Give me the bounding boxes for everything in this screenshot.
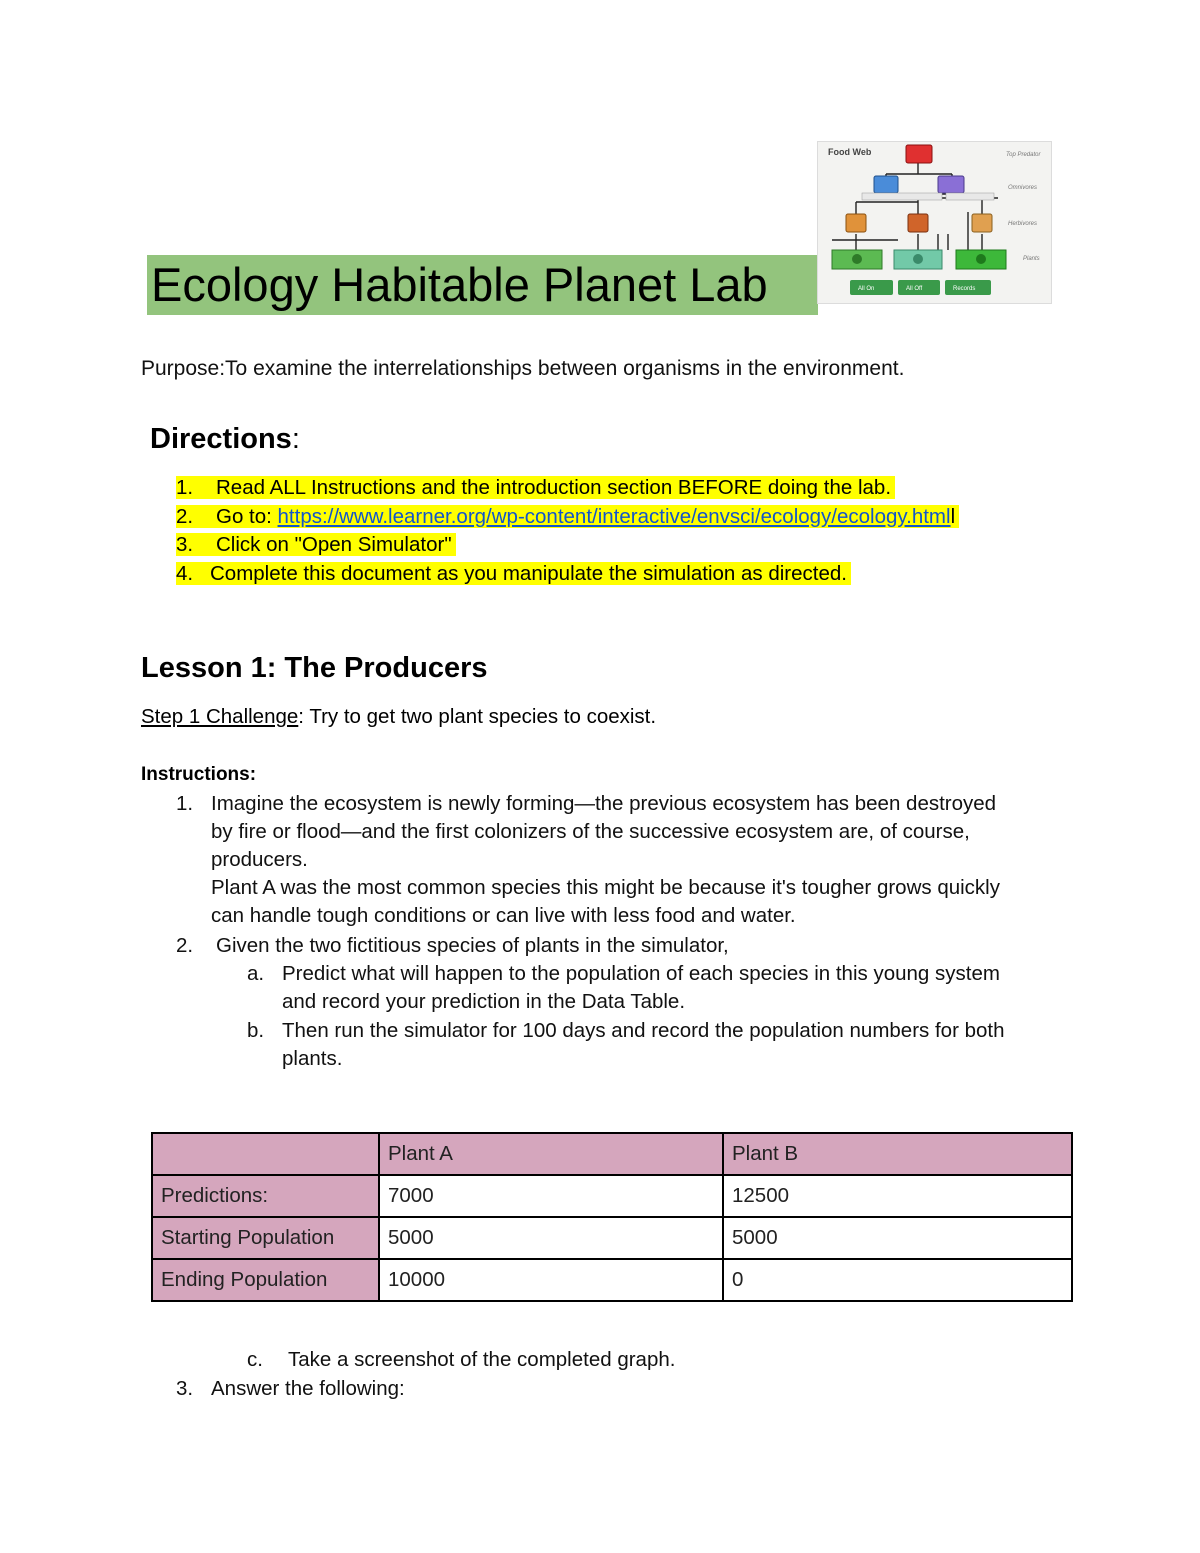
- simulator-link[interactable]: https://www.learner.org/wp-content/interactive/envsci/ecology/ecology.html: [277, 504, 951, 528]
- table-cell[interactable]: 5000: [379, 1217, 723, 1259]
- instruction-line: Answer the following:: [211, 1377, 405, 1400]
- instruction-line: producers.: [211, 848, 308, 871]
- list-item: 2. Go to: https://www.learner.org/wp-content/interactive/envsci/ecology/ecology.htmll: [176, 503, 959, 532]
- food-web-label-plants: Plants: [1023, 256, 1040, 262]
- food-web-label-omnivores: Omnivores: [1008, 185, 1038, 191]
- table-header-cell: Plant B: [723, 1133, 1072, 1175]
- instruction-line: Imagine the ecosystem is newly forming—the previous ecosystem has been destroyed: [211, 792, 997, 815]
- instructions-heading: Instructions:: [141, 764, 257, 785]
- list-item: 3. Click on "Open Simulator": [176, 531, 959, 560]
- list-item: 4. Complete this document as you manipulate the simulation as directed.: [176, 560, 959, 589]
- row-label: Starting Population: [152, 1217, 379, 1259]
- instruction-line: Given the two fictitious species of plants in the simulator,: [216, 934, 729, 957]
- food-web-label-top-predator: Top Predator: [1006, 152, 1041, 158]
- instruction-line: Then run the simulator for 100 days and record the population numbers for both: [282, 1019, 1005, 1042]
- list-number: 2.: [176, 934, 194, 957]
- row-label: Ending Population: [152, 1259, 379, 1301]
- food-web-label-herbivores: Herbivores: [1008, 221, 1038, 227]
- instruction-line: can handle tough conditions or can live with less food and water.: [211, 904, 796, 927]
- list-letter: a.: [247, 962, 265, 985]
- directions-heading: Directions:: [150, 423, 300, 455]
- table-row: [152, 1217, 1072, 1259]
- table-row: [152, 1175, 1072, 1217]
- instruction-line: Plant A was the most common species this might be because it's tougher grows quickly: [211, 876, 1000, 899]
- table-cell[interactable]: 5000: [723, 1217, 1072, 1259]
- purpose-text: Purpose:To examine the interrelationships between organisms in the environment.: [141, 357, 905, 380]
- instruction-line: Predict what will happen to the population of each species in this young system: [282, 962, 1000, 985]
- challenge-text: Step 1 Challenge: Try to get two plant species to coexist.: [141, 705, 657, 728]
- svg-text:All Off: All Off: [906, 286, 923, 292]
- table-cell[interactable]: 0: [723, 1259, 1072, 1301]
- instruction-line: by fire or flood—and the first colonizers of the successive ecosystem are, of course,: [211, 820, 970, 843]
- list-letter: b.: [247, 1019, 265, 1042]
- food-web-title: Food Web: [828, 147, 872, 157]
- table-cell[interactable]: 10000: [379, 1259, 723, 1301]
- page-title: Ecology Habitable Planet Lab: [147, 255, 818, 315]
- table-cell[interactable]: 7000: [379, 1175, 723, 1217]
- food-web-diagram: [818, 142, 1051, 303]
- list-item: 1. Read ALL Instructions and the introduction section BEFORE doing the lab.: [176, 474, 959, 503]
- directions-list: [176, 474, 959, 588]
- row-label: Predictions:: [152, 1175, 379, 1217]
- table-header-cell: Plant A: [379, 1133, 723, 1175]
- table-header-row: [152, 1133, 1072, 1175]
- svg-text:Records: Records: [953, 286, 976, 292]
- data-table: [151, 1132, 1073, 1302]
- table-cell[interactable]: 12500: [723, 1175, 1072, 1217]
- list-number: 3.: [176, 1377, 194, 1400]
- instruction-line: Take a screenshot of the completed graph.: [288, 1348, 676, 1371]
- svg-text:All On: All On: [858, 286, 875, 292]
- table-header-cell: [152, 1133, 379, 1175]
- food-web-image: [817, 141, 1052, 304]
- instruction-line: plants.: [282, 1047, 343, 1070]
- lesson-heading: Lesson 1: The Producers: [141, 652, 488, 684]
- table-row: [152, 1259, 1072, 1301]
- list-letter: c.: [247, 1348, 263, 1371]
- list-number: 1.: [176, 792, 194, 815]
- instruction-line: and record your prediction in the Data Table.: [282, 990, 686, 1013]
